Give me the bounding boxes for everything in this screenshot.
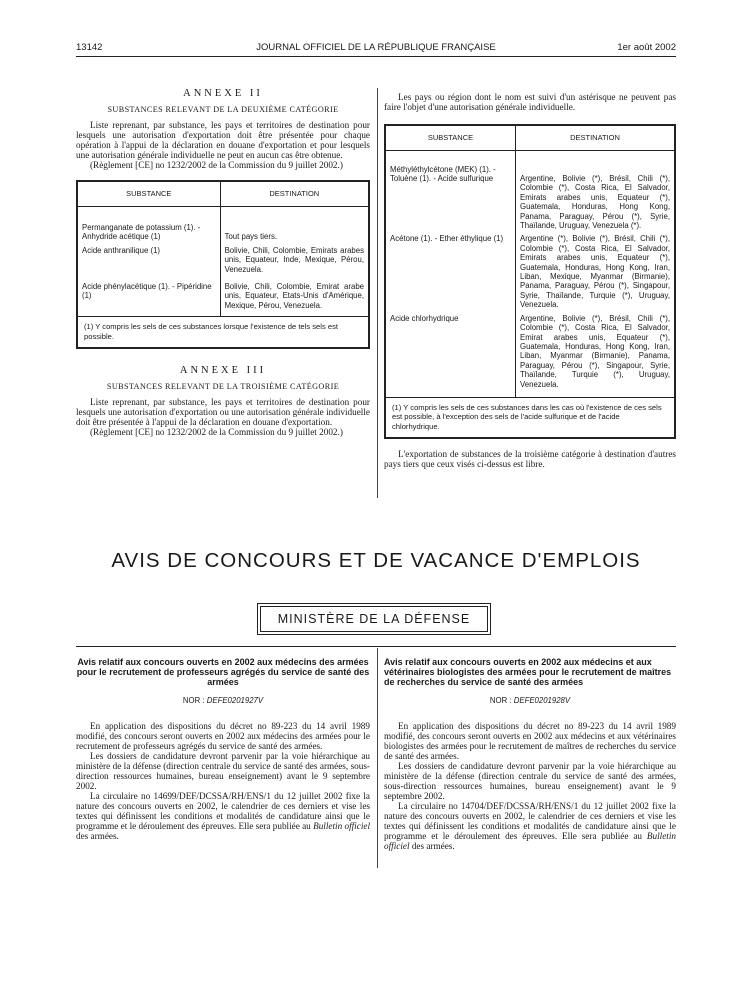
left-column: [76, 88, 370, 437]
table-row: [385, 232, 675, 311]
table-row: [77, 215, 369, 244]
destination-cell: Bolivie, Chili, Colombie, Emirats arabes unis, Equateur, Inde, Mexique, Pérou, Venezuela.: [224, 245, 364, 274]
nor-label: NOR :: [489, 696, 512, 705]
destination-cell: Argentine, Bolivie (*), Brésil, Chili (*), Colombie (*), Costa Rica, El Salvador, Emirats arabes unis, Equateur (*), Guatemala, Honduras, Hong Kong, Panama, Paraguay, Pérou (*), Syrie, Thaïlande, Uruguay, Venezuela (*).: [520, 174, 670, 231]
column-header-substance: SUBSTANCE: [385, 125, 516, 151]
annex3-subtitle: SUBSTANCES RELEVANT DE LA TROISIÈME CATÉGORIE: [106, 382, 340, 392]
substance-cell: Permanganate de potassium (1). - Anhydride acétique (1): [77, 215, 220, 244]
substance-cell: Acétone (1). - Ether éthylique (1): [385, 232, 516, 311]
table-row: [385, 159, 675, 232]
header-rule: [76, 56, 676, 57]
bulletin-title: Bulletin officiel: [313, 821, 370, 831]
column-header-destination: DESTINATION: [516, 125, 676, 151]
substance-cell: Méthyléthylcétone (MEK) (1). - Toluène (1). - Acide sulfurique: [385, 159, 516, 232]
table-row: [77, 244, 369, 276]
table-footnote: (1) Y compris les sels de ces substances dans les cas où l'existence de ces sels est possible, à l'exception des sels de l'acide sulfurique et de l'acide chlorhydrique.: [385, 397, 675, 438]
annex2-regulation: (Règlement [CE] no 1232/2002 de la Commission du 9 juillet 2002.): [90, 160, 343, 170]
annex2-paragraph: Liste reprenant, par substance, les pays et territoires de destination pour lesquels une autorisation d'exportation doit être présentée pour chaque opération à l'appui de la déclaration en douane d'exportation et pour lesquels une autorisation générale individuelle ne peut en aucun cas être obtenue.: [76, 120, 370, 160]
right-column: [384, 92, 676, 469]
column-divider: [377, 648, 378, 868]
nor-code: DEFE0201927V: [206, 696, 264, 705]
destination-cell: Bolivie, Chili, Colombie, Emirat arabe unis, Equateur, Etats-Unis d'Amérique, Mexique, Pérou, Venezuela.: [224, 282, 364, 310]
substance-cell: Acide phénylacétique (1). - Pipéridine (1): [77, 276, 220, 317]
substance-cell: Acide chlorhydrique: [385, 312, 516, 398]
table-row: [385, 312, 675, 398]
avis-title: Avis relatif aux concours ouverts en 2002 aux médecins et aux vétérinaires biologistes des armées pour le recrutement de maîtres de recherches du service de santé des armées: [384, 657, 672, 687]
substance-cell: Acide anthranilique (1): [77, 244, 220, 276]
paragraph-text: La circulaire no 14699/DEF/DCSSA/RH/ENS/1 du 12 juillet 2002 fixe la nature des concours ouverts en 2002, le calendrier de ces derniers et vise les textes qui définissent les conditions et modalités de candidature ainsi que le programme et le déroulement des épreuves. Elle sera publiée au: [76, 791, 370, 831]
column-divider: [377, 88, 378, 498]
publication-date: 1er août 2002: [617, 42, 676, 53]
nor-label: NOR :: [182, 696, 205, 705]
page-number: 13142: [76, 42, 103, 53]
nor-line: [76, 696, 370, 705]
avis-left: [76, 657, 370, 841]
page-header: [76, 42, 676, 56]
annex3-intro: Les pays ou région dont le nom est suivi d'un astérisque ne peuvent pas faire l'objet d'une autorisation générale individuelle.: [384, 92, 676, 112]
destination-cell: Tout pays tiers.: [224, 232, 278, 241]
avis-right: [384, 657, 676, 851]
annex2-table: [76, 180, 370, 349]
paragraph-text: des armées.: [76, 831, 119, 841]
avis-title: Avis relatif aux concours ouverts en 2002 aux médecins des armées pour le recrutement de professeurs agrégés du service de santé des armées: [76, 657, 370, 687]
journal-title: JOURNAL OFFICIEL DE LA RÉPUBLIQUE FRANÇAISE: [256, 42, 496, 53]
ministry-heading: MINISTÈRE DE LA DÉFENSE: [260, 606, 488, 632]
avis-paragraph: En application des dispositions du décret no 89-223 du 14 avril 1989 modifié, des concours seront ouverts en 2002 aux médecins et aux vétérinaires biologistes des armées pour le recrutement de maîtres de recherches du service de santé des armées.: [384, 721, 676, 761]
nor-code: DEFE0201928V: [513, 696, 571, 705]
avis-paragraph: Les dossiers de candidature devront parvenir par la voie hiérarchique au ministère de la défense (direction centrale du service de santé des armées, sous-direction ressources humaines, bureau enseignement) avant le 9 septembre 2002.: [384, 761, 676, 801]
column-header-substance: SUBSTANCE: [77, 181, 220, 207]
paragraph-text: La circulaire no 14704/DEF/DCSSA/RH/ENS/1 du 12 juillet 2002 fixe la nature des concours ouverts en 2002, le calendrier de ces derniers et vise les textes qui définissent les conditions et modalités de candidature ainsi que le programme et le déroulement des épreuves. Elle sera publiée au: [384, 801, 676, 841]
avis-paragraph: En application des dispositions du décret no 89-223 du 14 avril 1989 modifié, des concours seront ouverts en 2002 aux médecins des armées pour le recrutement de professeurs agrégés du service de santé des armées.: [76, 721, 370, 751]
avis-paragraph: [384, 801, 676, 851]
annex2-subtitle: SUBSTANCES RELEVANT DE LA DEUXIÈME CATÉGORIE: [107, 105, 339, 114]
annex3-closing: L'exportation de substances de la troisième catégorie à destination d'autres pays tiers que ceux visés ci-dessus est libre.: [384, 449, 676, 470]
annex3-regulation: (Règlement [CE] no 1232/2002 de la Commission du 9 juillet 2002.): [90, 427, 343, 438]
table-header-row: [77, 181, 369, 207]
column-header-destination: DESTINATION: [220, 181, 369, 207]
annex3-title: ANNEXE III: [179, 365, 267, 377]
annex3-table: [384, 124, 676, 439]
avis-paragraph: [76, 791, 370, 841]
table-header-row: [385, 125, 675, 151]
annex2-title: ANNEXE II: [183, 88, 263, 99]
paragraph-text: des armées.: [411, 841, 455, 851]
table-row: [77, 276, 369, 317]
nor-line: [384, 696, 676, 705]
section-rule: [76, 646, 676, 647]
destination-cell: Argentine, Bolivie (*), Brésil, Chili (*), Colombie (*), Costa Rica, El Salvador, Emirat arabes unis, Equateur (*), Guatemala, Honduras, Hong Kong, Iran, Liban, Myanmar (Birmanie), Panama, Paraguay, Pérou (*), Singapour, Syrie, Thaïlande, Turquie (*), Uruguay, Venezuela.: [520, 313, 670, 389]
avis-paragraph: Les dossiers de candidature devront parvenir par la voie hiérarchique au ministère de la défense (direction centrale du service de santé des armées, sous-direction ressources humaines, bureau enseignement) avant le 9 septembre 2002.: [76, 751, 370, 791]
section-title: AVIS DE CONCOURS ET DE VACANCE D'EMPLOIS: [111, 549, 641, 572]
destination-cell: Argentine (*), Bolivie (*), Brésil, Chili (*), Colombie (*), Costa Rica, El Salvador, Emirats arabes unis, Equateur (*), Guatemala, Honduras, Hong Kong, Iran, Liban, Mexique, Myanmar (Birmanie), Panama, Paraguay, Pérou (*), Singapour, Syrie, Thaïlande, Turquie (*), Uruguay, Venezuela.: [520, 234, 670, 310]
bulletin-title: Bulletin officiel: [384, 831, 676, 851]
table-footnote: (1) Y compris les sels de ces substances lorsque l'existence de tels sels est possible.: [77, 317, 369, 348]
annex3-paragraph: Liste reprenant, par substance, les pays et territoires de destination pour lesquels une autorisation d'exportation ou une autorisation générale individuelle doit être présentée à l'appui de la déclaration en douane d'exportation.: [76, 397, 370, 428]
